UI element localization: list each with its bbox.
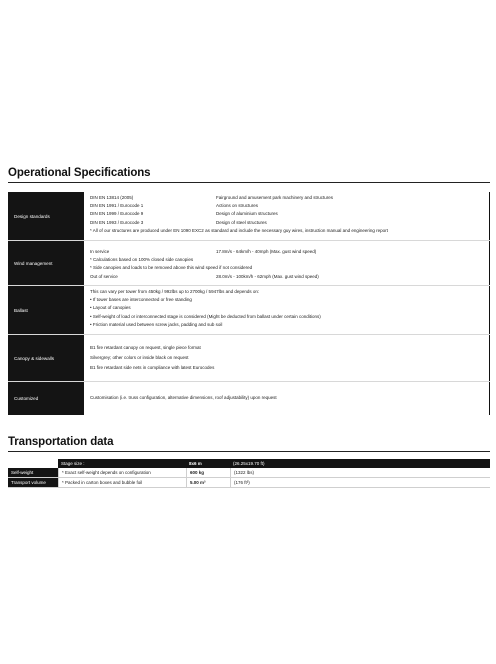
- spec-line: Out of service 28.0m/s - 100km/h - 62mph (Max. gust wind speed): [90, 273, 319, 279]
- customized-row: [8, 382, 490, 415]
- operational-specifications-table: [8, 192, 490, 415]
- spec-line: DIN EN 1999 / Eurocode 9 Design of aluminium structures: [90, 211, 278, 217]
- row-body: [84, 192, 490, 240]
- spec-note: * Side canopies and loads to be removed above this wind speed if not considered: [90, 265, 253, 271]
- row-heading: [8, 459, 58, 468]
- row-description: Stage size :: [61, 461, 85, 466]
- ballast-row: [8, 286, 490, 335]
- row-body: [84, 241, 490, 285]
- spec-line: B1 fire retardant canopy on request, single piece format: [90, 345, 201, 350]
- row-value: 600 kg: [186, 468, 230, 477]
- spec-bullet: • Layout of canopies: [90, 305, 131, 311]
- spec-line: This can vary per tower from 450kg / 992lbs up to 2700kg / 5947lbs and depends on:: [90, 289, 260, 294]
- row-body: [84, 286, 490, 334]
- row-heading: Customized: [8, 382, 84, 415]
- wind-management-row: [8, 241, 490, 286]
- row-description: * Packed in carton boxes and bubble foil: [58, 478, 186, 487]
- row-heading: Wind management: [8, 241, 84, 285]
- row-heading: Canopy & sidewalls: [8, 335, 84, 381]
- spec-note: * All of our structures are produced under EN 1090 EXC2 as standard and include the necessary guy wires, instruction manual and engineering report: [90, 227, 388, 233]
- row-description: * Exact self-weight depends on configuration: [58, 468, 186, 477]
- spec-line: In service 17.8m/s - 64km/h - 40mph (Max. gust wind speed): [90, 249, 317, 254]
- canopy-sidewalls-row: [8, 335, 490, 382]
- table-row: [8, 459, 490, 468]
- row-heading: Transport volume: [8, 478, 58, 487]
- spec-line: Silvergrey; other colors or inside black on request: [90, 355, 189, 360]
- transportation-table: [8, 459, 490, 488]
- spec-line: DIN EN 1991 / Eurocode 1 Actions on structures: [90, 203, 259, 209]
- section-divider: [8, 182, 490, 183]
- row-body: [84, 335, 490, 381]
- row-body: [84, 382, 490, 415]
- operational-specifications-title: Operational Specifications: [8, 167, 151, 179]
- row-heading: Ballast: [8, 286, 84, 334]
- design-standards-row: [8, 192, 490, 241]
- row-imperial: (26.25x19.70 ft): [233, 461, 265, 466]
- row-value: 5.00 m³: [186, 478, 230, 487]
- spec-line: Customisation (i.e. truss configuration, alternative dimensions, roof adjustability) upon request: [90, 395, 277, 401]
- row-imperial: (176 ft³): [230, 478, 490, 487]
- spec-line: DIN EN 1993 / Eurocode 3 Design of steel structures: [90, 219, 267, 225]
- spec-bullet: • Self-weight of load or interconnected stage is considered (Might be deducted from ballast under certain conditions): [90, 313, 321, 319]
- section-divider: [8, 451, 490, 452]
- table-row: [8, 468, 490, 478]
- spec-bullet: • If tower bases are interconnected or free standing: [90, 297, 192, 303]
- spec-line: B1 fire retardant side nets in compliance with latest Eurocodes: [90, 365, 215, 370]
- row-heading: Design standards: [8, 192, 84, 240]
- spec-line: DIN EN 13814 (2005) Fairground and amusement park machinery and structures: [90, 195, 334, 200]
- row-value: 8x6 m: [189, 461, 202, 466]
- transportation-data-title: Transportation data: [8, 436, 114, 448]
- spec-note: * Calculations based on 100% closed side canopies: [90, 257, 194, 263]
- spec-bullet: • Friction material used between screw jacks, padding and sub soil: [90, 321, 223, 327]
- table-row: [8, 478, 490, 488]
- row-heading: Self-weight: [8, 468, 58, 477]
- row-imperial: (1322 lbs): [230, 468, 490, 477]
